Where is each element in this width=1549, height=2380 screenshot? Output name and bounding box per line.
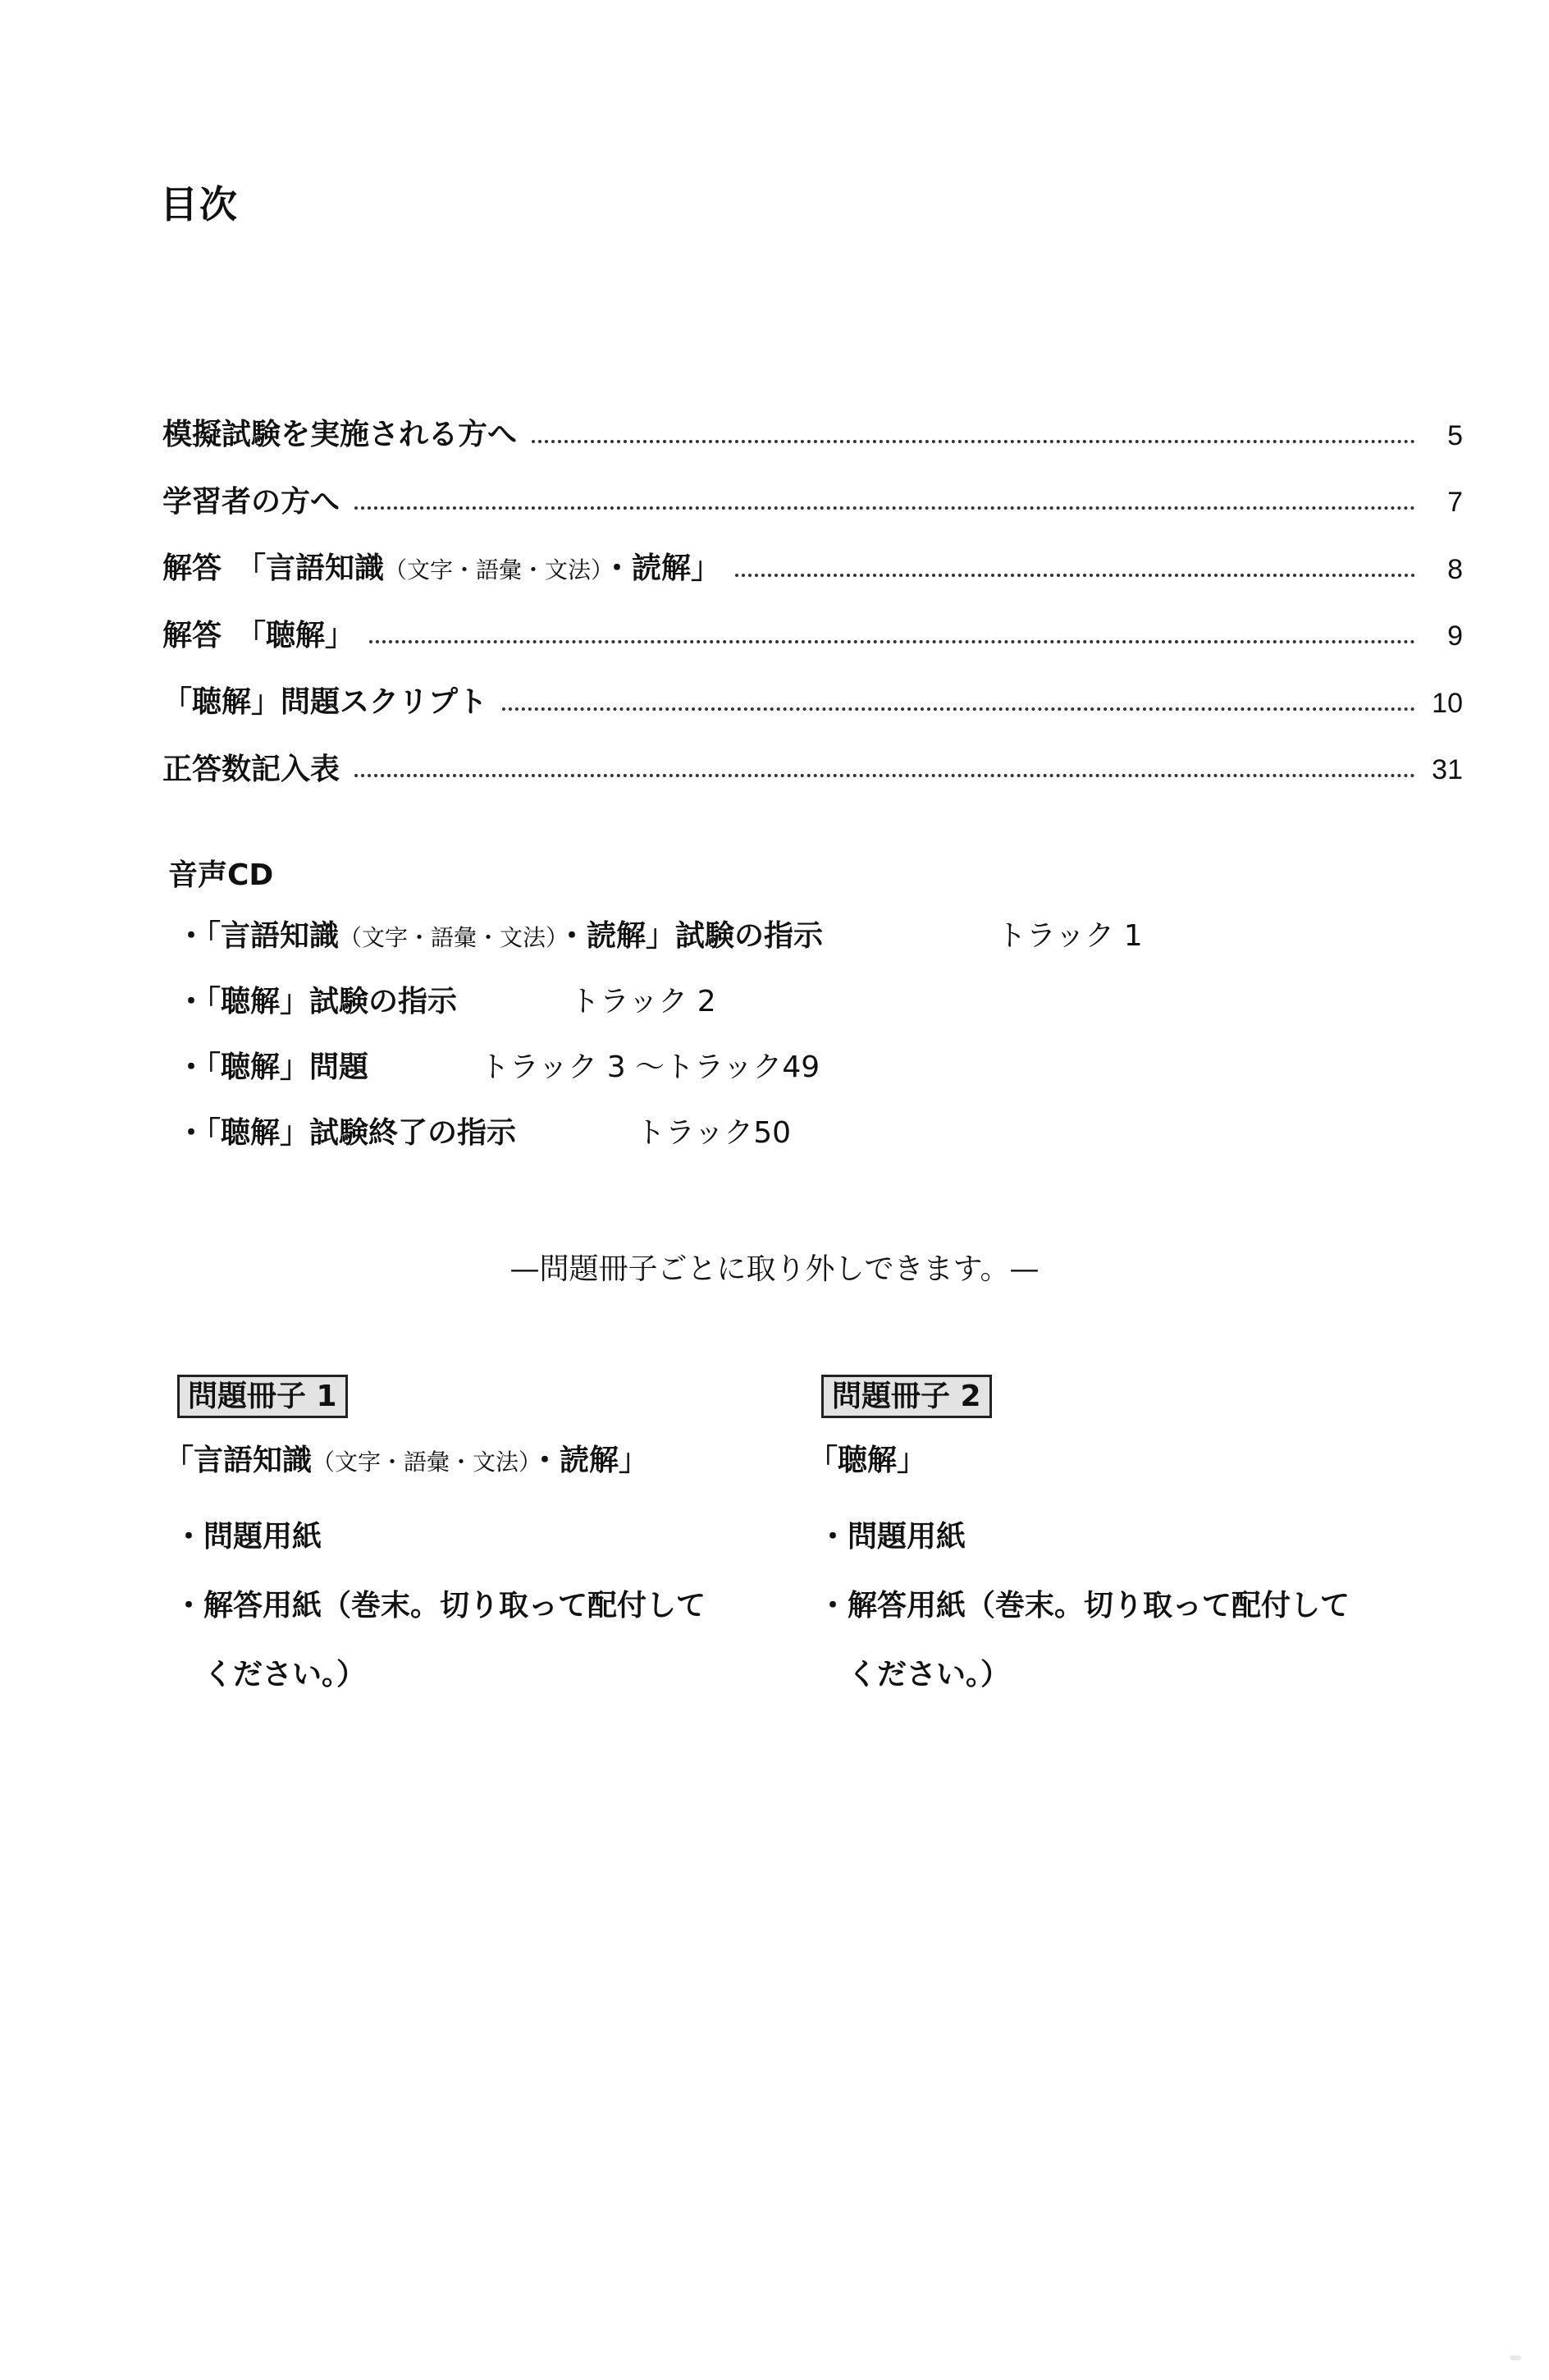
booklet-subject-suffix: ・読解」: [530, 1444, 649, 1478]
cd-track-number: トラック 3 ～トラック49: [480, 1050, 820, 1085]
toc-page-number: 7: [1447, 487, 1463, 519]
toc-entry: [162, 587, 1463, 654]
page-title: 目次: [160, 182, 239, 227]
cd-track-number: トラック 2: [570, 985, 716, 1019]
scan-speck: [1510, 2355, 1521, 2360]
booklet-item-text: ・解答用紙（巻末。切り取って配付して: [818, 1589, 1350, 1623]
booklet-subject-small: （文字・語彙・文法）: [312, 1449, 531, 1476]
booklet-contents: [164, 1503, 765, 1709]
cd-track-name: ・「聴解」問題: [176, 1050, 369, 1085]
booklet-subject-prefix: 「言語知識: [164, 1444, 313, 1478]
cd-track-item: [168, 913, 1399, 978]
cd-name-prefix: ・「言語知識: [176, 919, 340, 954]
toc-entry-label: 正答数記入表: [162, 752, 340, 786]
removal-note: —問題冊子ごとに取り外しできます。—: [509, 1252, 1040, 1286]
toc-entry: [162, 721, 1463, 788]
booklet-item: ・問題用紙: [818, 1520, 966, 1554]
toc-entry-label: [162, 551, 720, 586]
toc-entry: [162, 386, 1463, 453]
booklet-label: 問題冊子 2: [821, 1375, 992, 1418]
toc-dot-leader: [369, 639, 1415, 643]
cd-track-number: トラック 1: [997, 919, 1143, 954]
cd-track-number: トラック50: [636, 1116, 792, 1151]
toc-entry: [162, 453, 1463, 520]
toc-entry-label: 「聴解」問題スクリプト: [162, 685, 488, 720]
toc-dot-leader: [354, 506, 1415, 510]
toc-dot-leader: [354, 773, 1415, 777]
toc-page-number: 5: [1447, 419, 1463, 451]
booklet-subject: [164, 1443, 765, 1478]
toc-dot-leader: [502, 707, 1415, 711]
booklet-item: [818, 1572, 1409, 1709]
toc-entry: [162, 519, 1463, 587]
cd-name-small: （文字・語彙・文法）: [339, 924, 558, 952]
booklet-2: [808, 1375, 1409, 1709]
audio-cd-section: [168, 858, 1399, 1175]
booklet-item-continuation: ください。）: [203, 1658, 367, 1692]
audio-cd-heading: 音声CD: [168, 858, 274, 892]
booklet-subject: 「聴解」: [808, 1444, 927, 1478]
toc-dot-leader: [532, 439, 1415, 443]
cd-name-suffix: ・読解」試験の指示: [557, 919, 824, 954]
toc-entry-label: 学習者の方へ: [162, 484, 340, 519]
cd-track-name: ・「聴解」試験の指示: [176, 985, 458, 1019]
cd-track-item: [168, 1044, 1399, 1110]
toc-page-number: 9: [1447, 620, 1463, 652]
toc-page-number: 8: [1447, 553, 1463, 585]
toc-entry: [162, 653, 1463, 721]
toc-dot-leader: [735, 573, 1415, 577]
booklet-item: [174, 1572, 765, 1709]
toc-page-number: 10: [1432, 687, 1463, 719]
booklet-item-continuation: ください。）: [848, 1658, 1011, 1692]
booklet-1: [164, 1375, 765, 1709]
toc-label-small: （文字・語彙・文法）: [384, 556, 603, 584]
toc-entry-label: 模擬試験を実施される方へ: [162, 418, 518, 452]
cd-track-item: [168, 978, 1399, 1044]
booklet-item: ・問題用紙: [174, 1520, 322, 1554]
toc-page-number: 31: [1432, 754, 1463, 786]
toc-label-suffix: ・読解」: [602, 552, 721, 586]
cd-track-item: [168, 1110, 1399, 1175]
booklet-label: 問題冊子 1: [177, 1375, 348, 1418]
toc-entry-label: 解答 「聴解」: [162, 618, 355, 652]
booklet-contents: [808, 1503, 1409, 1709]
toc-label-prefix: 解答 「言語知識: [162, 552, 385, 586]
cd-track-name: [176, 913, 997, 954]
booklet-item-text: ・解答用紙（巻末。切り取って配付して: [174, 1589, 706, 1623]
table-of-contents: [162, 386, 1463, 787]
cd-track-name: ・「聴解」試験終了の指示: [176, 1116, 517, 1151]
